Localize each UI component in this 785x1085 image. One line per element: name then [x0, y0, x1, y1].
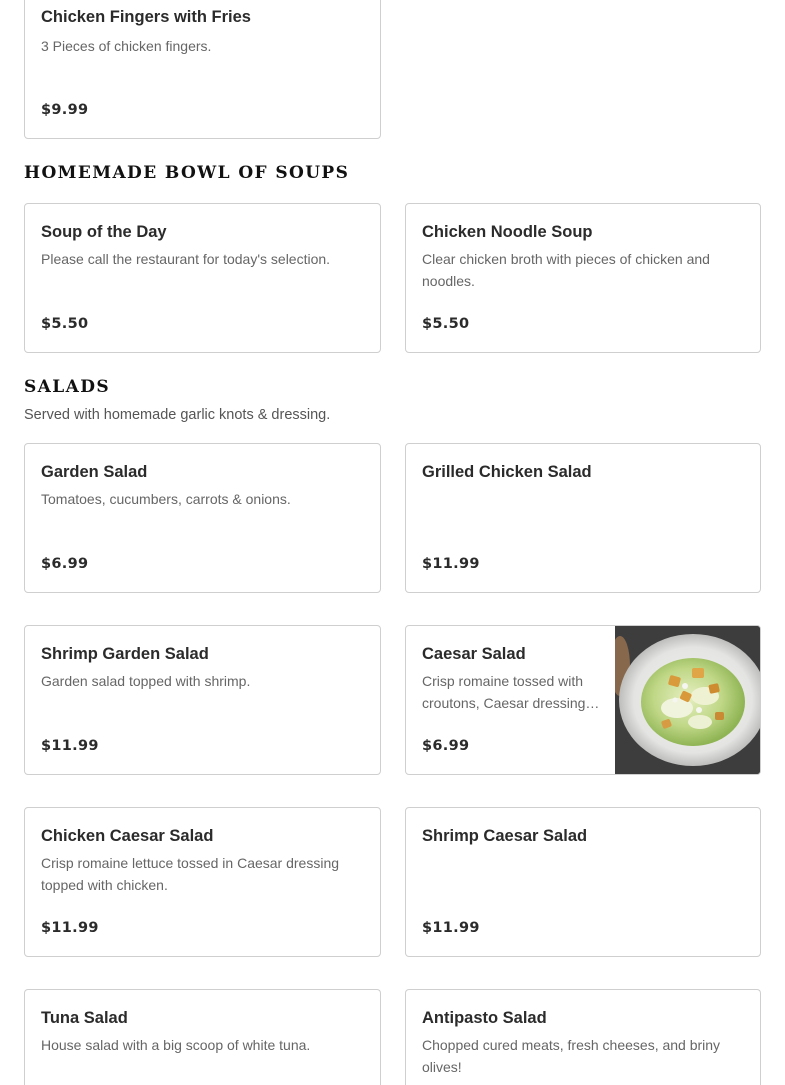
menu-item-price: $6.99 — [422, 738, 470, 754]
menu-item-description: House salad with a big scoop of white tuna. — [41, 1037, 311, 1053]
menu-item-name: Chicken Noodle Soup — [422, 223, 593, 241]
menu-item-price: $5.50 — [422, 316, 470, 332]
menu-item-name: Chicken Caesar Salad — [41, 827, 214, 845]
salad-bowl-image — [615, 626, 760, 774]
menu-item-card[interactable] — [405, 203, 761, 353]
menu-item-name: Chicken Fingers with Fries — [41, 8, 251, 26]
menu-item-card[interactable] — [405, 807, 761, 957]
menu-item-name: Shrimp Garden Salad — [41, 645, 209, 663]
menu-item-card[interactable] — [24, 989, 381, 1085]
menu-item-card[interactable] — [24, 807, 381, 957]
menu-item-name: Antipasto Salad — [422, 1009, 547, 1027]
menu-item-name: Shrimp Caesar Salad — [422, 827, 588, 845]
menu-item-description: Crisp romaine lettuce tossed in Caesar dressing topped with chicken. — [41, 855, 340, 893]
menu-item-price: $11.99 — [41, 738, 99, 754]
menu-item-card[interactable] — [24, 0, 381, 139]
menu-item-card[interactable] — [405, 989, 761, 1085]
menu-item-description: Crisp romaine tossed with croutons, Caesar dressing… — [422, 673, 600, 711]
section-subtitle: Served with homemade garlic knots & dressing. — [24, 407, 331, 423]
caesar-salad-photo — [615, 626, 760, 774]
menu-item-name: Grilled Chicken Salad — [422, 463, 592, 481]
menu-item-price: $11.99 — [422, 920, 480, 936]
menu-item-price: $5.50 — [41, 316, 89, 332]
menu-item-description: Clear chicken broth with pieces of chicken and noodles. — [422, 251, 710, 289]
menu-item-description: Please call the restaurant for today's selection. — [41, 251, 331, 267]
menu-item-card[interactable] — [24, 625, 381, 775]
menu-item-card[interactable] — [405, 625, 761, 775]
menu-item-name: Tuna Salad — [41, 1009, 128, 1027]
menu-item-name: Soup of the Day — [41, 223, 167, 241]
menu-item-card[interactable] — [24, 203, 381, 353]
menu-item-price: $11.99 — [422, 556, 480, 572]
menu-item-price: $9.99 — [41, 102, 89, 118]
section-title-salads: SALADS — [24, 377, 111, 397]
menu-item-description: Garden salad topped with shrimp. — [41, 673, 251, 689]
menu-item-description: Chopped cured meats, fresh cheeses, and briny olives! — [422, 1037, 721, 1075]
menu-item-name: Garden Salad — [41, 463, 148, 481]
menu-item-card[interactable] — [24, 443, 381, 593]
section-title-soups: HOMEMADE BOWL OF SOUPS — [24, 163, 350, 183]
menu-item-description: 3 Pieces of chicken fingers. — [41, 38, 212, 54]
menu-item-description: Tomatoes, cucumbers, carrots & onions. — [41, 491, 291, 507]
menu-item-price: $6.99 — [41, 556, 89, 572]
menu-item-name: Caesar Salad — [422, 645, 526, 663]
menu-item-card[interactable] — [405, 443, 761, 593]
menu-item-price: $11.99 — [41, 920, 99, 936]
